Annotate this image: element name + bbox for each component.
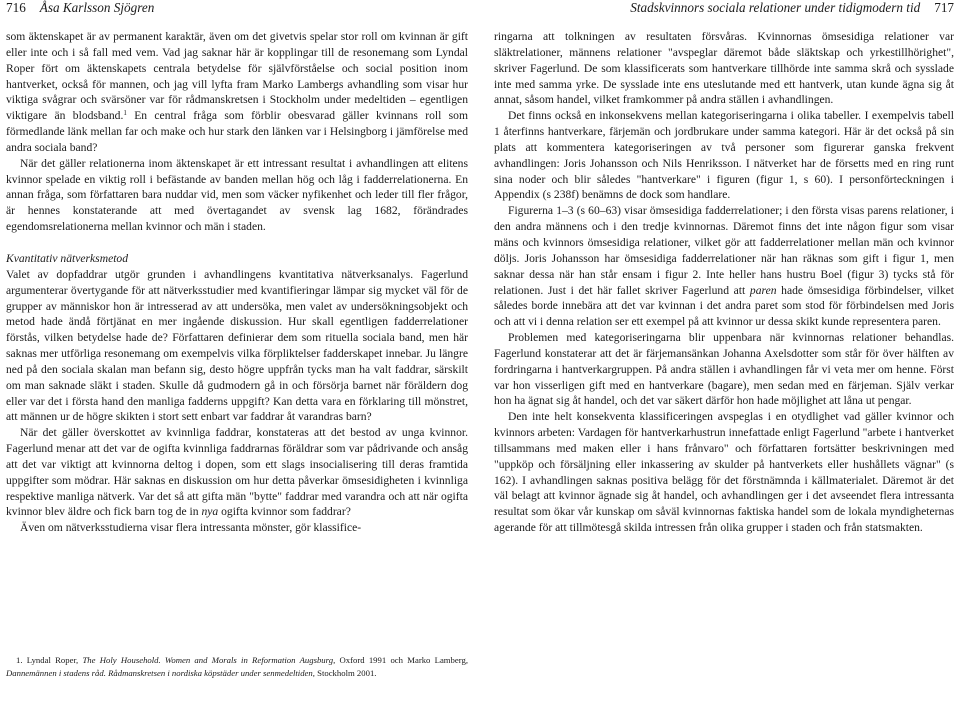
paragraph: Även om nätverksstudierna visar flera intressanta mönster, gör klassifice-	[20, 521, 362, 535]
paragraph-text: hade ömsesidiga förbindelser, vilket således borde innebära att det var kvinnan i det andra paret som stod för förbindelsen med Joris och att vi i denna relation ser ett exempel på att kvinnor ur dessa skikt kunde representera paren.	[494, 283, 955, 329]
footnote-text: , Stockholm 2001.	[312, 668, 377, 678]
paragraph: Det finns också en inkonsekvens mellan kategoriseringarna i olika tabeller. I exempelvis tabell 1 återfinns hantverkare, färjemän och jordbrukare under samma kategori. Här är det också på sin plats att kommentera kategoriseringen av två personer som figurerar ganska frekvent avhandlingen: Joris Johansson och Nils Henriksson. I nätverket har de försetts med en ring runt sina noder och blir således "hantverkare" i figuren (figur 1, s 60). I personförteckningen i Appendix (s 238f) benämns de dock som handlare.	[494, 109, 954, 202]
paragraph: Problemen med kategoriseringarna blir uppenbara när kvinnornas relationer behandlas. Fagerlund konstaterar att det är färjemansänkan Johanna Axelsdotter som står för över hälften av fordringarna i hantverkargruppen. På andra ställen i avhandlingen får vi veta mer om henne. Först var hon visserligen gift med en hantverkare (bagare), men sedan med en färjeman. Själv verkar hon ha ägnat sig åt handel, och det var säkert därför hon hade möjlighet att låna ut pengar.	[494, 331, 954, 408]
paragraph: När det gäller relationerna inom äktenskapet är ett intressant resultat i avhandlingen att elitens kvinnor spelade en viktig roll i befästande av banden mellan hög och låg i fadderrelationerna. En annan fråga, som författaren bara nuddar vid, men som väcker nyfikenhet och leder till fler frågor, är hennes konstaterande att med övertagandet av svensk lag 1682, förändrades egendomsrelationerna mellan kvinnor och män i staden.	[6, 156, 468, 234]
paragraph: Den inte helt konsekventa klassificeringen avspeglas i en otydlighet vad gäller kvinnor och kvinnors arbeten: Vardagen för hantverkarhustrun innefattade enligt Fagerlund "arbete i hantverket tillsammans med maken eller i hans frånvaro" och författaren fortsätter beskrivningen med "uppköp och försäljning eller inkassering av skulder på hantverkets eller hushållets vägnar" (s 162). I avhandlingen saknas positiva belägg för det förstnämnda i källmaterialet. Däremot är det väl belagt att kvinnor ägnade sig åt handel, och avhandlingen ger i det avseendet flera intressanta resultat som ökar vår kunskap om såväl kvinnornas faktiska handel som de lokala myndigheternas agerande för att tillmötesgå skilda intressen från olika grupper i staden och från statsmakten.	[494, 410, 954, 535]
footnote-text: , Oxford 1991 och Marko Lamberg,	[333, 655, 469, 665]
section-heading: Kvantitativ nätverksmetod	[6, 251, 129, 265]
footnote-number: 1.	[16, 655, 23, 665]
footnote-title: Dannemännen i stadens råd. Rådmanskretsen i nordiska köpstäder under senmedeltiden	[6, 668, 313, 678]
paragraph-text: Figurerna 1–3 (s 60–63) visar ömsesidiga fadderrelationer; i den första visas parens relationer, i den andra männens och i den tredje kvinnornas. Däremot finns det inte någon figur som visar mäns och kvinnors ömsesidiga relationer, vilket gör att fadderrelationer mellan män och kvinnor döljs. Joris Johansson har ömsesidiga fadderrelationer när han räknas som gift i figur 1, men saknar dessa när han står ensam i figur 2. Inte heller hans hustru Boel (figur 3) tycks stå för relationen. Just i det här fallet skriver Fagerlund att	[494, 204, 954, 297]
paragraph-text: En central fråga som förblir obesvarad gäller kvinnans roll som förmedlande länk mellan far och make och hur stark den länken var i Helsingborg i jämförelse med andra sociala band?	[6, 109, 468, 154]
page-number: 716	[6, 0, 26, 15]
paragraph-text: När det gäller överskottet av kvinnliga faddrar, konstateras att det bestod av unga kvinnor. Fagerlund menar att det var de ogifta kvinnliga faddrarnas föräldrar som var pådrivande och ansåg att det var viktigt att kvinnorna deltog i dopen, som ett slags insocialisering till deras framtida uppgifter som mödrar. Här saknas en diskussion om hur detta påverkar ömsesidigheten i kvinnliga respektive manliga nätverk. Var det så att gifta män "bytte" faddrar med varandra och att när ogifta kvinnor blev äldre och fick barn tog de in	[6, 426, 468, 519]
paragraph	[6, 425, 468, 520]
right-page-header	[494, 0, 954, 20]
footnote-marker: 1	[123, 109, 127, 118]
paragraph	[494, 203, 954, 330]
footnote-text: Lyndal Roper,	[26, 655, 79, 665]
footnote-area	[6, 654, 468, 680]
right-page	[480, 0, 960, 706]
paragraph: ringarna att tolkningen av resultaten försvåras. Kvinnornas ömsesidiga relationer var släktrelationer, männens relationer "avspeglar däremot både släktskap och yrkestillhörighet", skriver Fagerlund. De som klassificerats som hantverkare tillhörde inte samma skrå och sysslade inte med samma yrke. De sysslade inte ens uteslutande med ett hantverk, utan kunde ägna sig åt annat, såsom handel, vilket framkommer på andra ställen i avhandlingen.	[494, 30, 954, 107]
emphasis: nya	[201, 505, 219, 519]
left-page-header	[6, 0, 468, 20]
paragraph-text: som äktenskapet är av permanent karaktär, även om det givetvis spelar stor roll om kvinnan är gift eller inte och i så fall med vem. Vad jag saknar här är kopplingar till de resonemang som Lyndal Roper fört om äktenskapets centrala betydelse för självförståelse och social position inom hantverket, också för mannen, och jag vill lyfta fram Marko Lambergs avhandling som visar hur viktiga svågrar och svärsöner var för rådmanskretsen i Stockholm under medeltiden – egentligen viktigare än blodsband.	[6, 30, 468, 123]
paragraph-text: ogifta kvinnor som faddrar?	[221, 505, 351, 519]
right-page-body	[494, 29, 954, 536]
running-head-author: Åsa Karlsson Sjögren	[39, 0, 155, 15]
paragraph	[6, 29, 468, 156]
footnote-title: The Holy Household. Women and Morals in Reformation Augsburg	[82, 655, 334, 665]
page-number: 717	[934, 0, 954, 15]
left-page-body	[6, 29, 468, 536]
footnote	[6, 654, 468, 680]
paragraph: Valet av dopfaddrar utgör grunden i avhandlingens kvantitativa nätverksanalys. Fagerlund argumenterar övertygande för att nätverksstudier med kvantifieringar lämpar sig mycket väl för de grupper av människor hon är intresserad av att undersöka, men valet av undersökningsobjekt och metod hade ändå förtjänat en mer ingående diskussion. Hur skall egentligen fadderrelationer förstås, vilken betydelse hade de? Författaren definierar dem som rituella sociala band, men här saknas mer utförliga resonemang om exempelvis vilka förpliktelser fadderskapet innebar. Ju längre ned på den sociala skalan man befann sig, desto högre uppfrån tycks man ha valt faddrar, särskilt om man saknade släkt i staden. Skulle då gudmodern gå in och försörja barnet när föräldern dog eller var det i första hand den manliga fadderns uppgift? Kan detta vara en förklaring till mönstret, att männen ur de högre skikten i stort sett enbart var faddrar åt varandras barn?	[6, 267, 468, 424]
running-head-title: Stadskvinnors sociala relationer under tidigmodern tid	[630, 0, 921, 15]
emphasis: paren	[749, 283, 777, 297]
